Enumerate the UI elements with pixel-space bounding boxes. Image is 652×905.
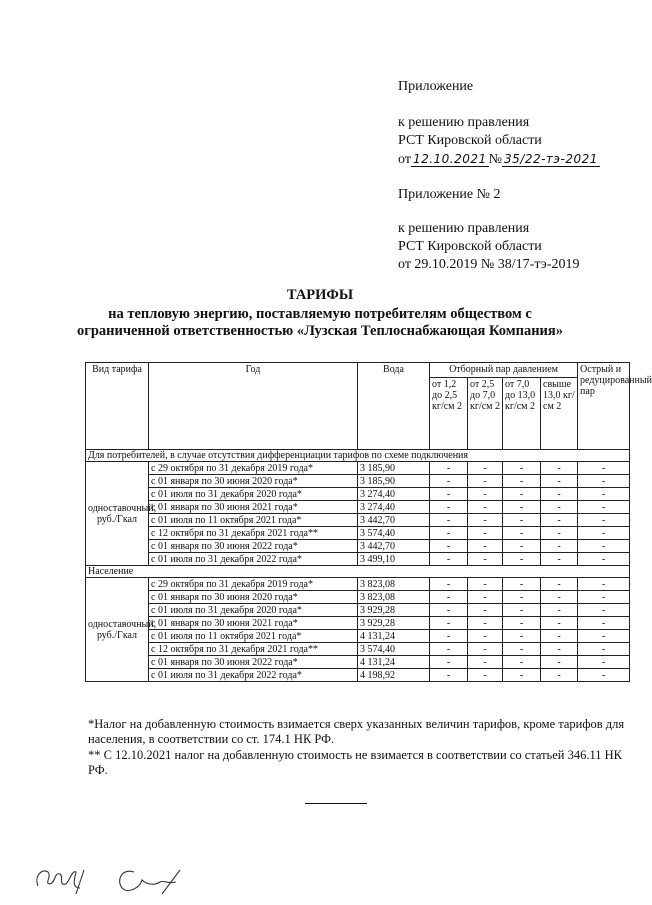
tariff-type-cell: одноставочный, руб./Гкал <box>86 462 149 566</box>
value-cell: - <box>468 578 503 591</box>
tariff-type-cell: одноставочный, руб./Гкал <box>86 578 149 682</box>
period-cell: с 12 октября по 31 декабря 2021 года** <box>149 527 358 540</box>
value-cell: - <box>541 578 578 591</box>
period-cell: с 01 июля по 31 декабря 2022 года* <box>149 669 358 682</box>
value-cell: - <box>430 501 468 514</box>
header-steam: Отборный пар давлением <box>430 363 578 378</box>
value-cell: - <box>578 527 630 540</box>
value-cell: - <box>541 553 578 566</box>
signatures <box>30 858 230 898</box>
value-cell: - <box>578 591 630 604</box>
value-cell: - <box>503 527 541 540</box>
value-cell: - <box>430 604 468 617</box>
water-cell: 3 185,90 <box>358 475 430 488</box>
value-cell: - <box>541 488 578 501</box>
value-cell: - <box>503 617 541 630</box>
decision-number-handwritten: 35/22-тэ-2021 <box>504 152 598 166</box>
period-cell: с 01 июля по 31 декабря 2022 года* <box>149 553 358 566</box>
value-cell: - <box>541 475 578 488</box>
decision2-line-1: к решению правления <box>398 221 530 236</box>
water-cell: 3 499,10 <box>358 553 430 566</box>
decision-from: от <box>398 152 411 167</box>
value-cell: - <box>468 527 503 540</box>
value-cell: - <box>541 591 578 604</box>
header-pressure-1: от 1,2 до 2,5 кг/см 2 <box>430 378 468 450</box>
value-cell: - <box>578 669 630 682</box>
table-row <box>86 656 630 669</box>
value-cell: - <box>541 527 578 540</box>
value-cell: - <box>503 462 541 475</box>
value-cell: - <box>578 501 630 514</box>
value-cell: - <box>578 617 630 630</box>
value-cell: - <box>541 656 578 669</box>
table-row <box>86 669 630 682</box>
value-cell: - <box>430 591 468 604</box>
water-cell: 4 198,92 <box>358 669 430 682</box>
value-cell: - <box>468 669 503 682</box>
decision-number-sign: № <box>488 152 503 167</box>
period-cell: с 01 января по 30 июня 2022 года* <box>149 540 358 553</box>
period-cell: с 12 октября по 31 декабря 2021 года** <box>149 643 358 656</box>
value-cell: - <box>541 540 578 553</box>
table-row <box>86 462 630 475</box>
water-cell: 4 131,24 <box>358 656 430 669</box>
decision-date-line <box>398 150 600 169</box>
value-cell: - <box>468 501 503 514</box>
section-title: Население <box>86 566 630 578</box>
table-row <box>86 578 630 591</box>
value-cell: - <box>503 501 541 514</box>
value-cell: - <box>430 643 468 656</box>
value-cell: - <box>430 462 468 475</box>
value-cell: - <box>503 643 541 656</box>
value-cell: - <box>578 488 630 501</box>
header-pressure-2: от 2,5 до 7,0 кг/см 2 <box>468 378 503 450</box>
value-cell: - <box>578 656 630 669</box>
period-cell: с 01 января по 30 июня 2021 года* <box>149 501 358 514</box>
value-cell: - <box>503 591 541 604</box>
water-cell: 3 823,08 <box>358 591 430 604</box>
value-cell: - <box>430 669 468 682</box>
value-cell: - <box>578 514 630 527</box>
period-cell: с 29 октября по 31 декабря 2019 года* <box>149 462 358 475</box>
signature-2 <box>120 870 180 894</box>
water-cell: 3 823,08 <box>358 578 430 591</box>
value-cell: - <box>541 617 578 630</box>
water-cell: 4 131,24 <box>358 630 430 643</box>
water-cell: 3 185,90 <box>358 462 430 475</box>
header-pressure-3: от 7,0 до 13,0 кг/см 2 <box>503 378 541 450</box>
document-title: ТАРИФЫ <box>286 287 354 303</box>
table-row <box>86 643 630 656</box>
title-line-2: на тепловую энергию, поставляемую потребителям обществом с <box>108 306 532 322</box>
decision-line-1: к решению правления <box>398 115 530 130</box>
header-water: Вода <box>358 363 430 450</box>
value-cell: - <box>430 578 468 591</box>
period-cell: с 01 января по 30 июня 2021 года* <box>149 617 358 630</box>
water-cell: 3 442,70 <box>358 540 430 553</box>
value-cell: - <box>503 656 541 669</box>
value-cell: - <box>430 553 468 566</box>
footnote-vat: *Налог на добавленную стоимость взимается сверх указанных величин тарифов, кроме тарифов для населения, в соответствии со ст. 174.1 НК РФ. <box>88 717 625 746</box>
table-row <box>86 514 630 527</box>
value-cell: - <box>430 475 468 488</box>
value-cell: - <box>503 475 541 488</box>
value-cell: - <box>503 540 541 553</box>
period-cell: с 01 января по 30 июня 2020 года* <box>149 475 358 488</box>
value-cell: - <box>503 553 541 566</box>
table-row <box>86 604 630 617</box>
period-cell: с 01 июля по 11 октября 2021 года* <box>149 514 358 527</box>
section-title: Для потребителей, в случае отсутствия дифференциации тарифов по схеме подключения <box>86 450 630 462</box>
period-cell: с 01 июля по 31 декабря 2020 года* <box>149 604 358 617</box>
value-cell: - <box>468 540 503 553</box>
value-cell: - <box>578 475 630 488</box>
value-cell: - <box>468 617 503 630</box>
appendix-2-label: Приложение № 2 <box>398 187 501 202</box>
value-cell: - <box>503 488 541 501</box>
header-pressure-4: свыше 13,0 кг/см 2 <box>541 378 578 450</box>
table-row <box>86 475 630 488</box>
closing-rule <box>305 803 367 804</box>
table-row <box>86 591 630 604</box>
water-cell: 3 274,40 <box>358 501 430 514</box>
value-cell: - <box>578 553 630 566</box>
value-cell: - <box>578 462 630 475</box>
water-cell: 3 929,28 <box>358 617 430 630</box>
value-cell: - <box>468 553 503 566</box>
table-row <box>86 501 630 514</box>
value-cell: - <box>541 462 578 475</box>
signature-1 <box>37 870 84 894</box>
value-cell: - <box>541 669 578 682</box>
value-cell: - <box>468 591 503 604</box>
value-cell: - <box>578 604 630 617</box>
period-cell: с 01 июля по 31 декабря 2020 года* <box>149 488 358 501</box>
value-cell: - <box>578 578 630 591</box>
value-cell: - <box>541 604 578 617</box>
value-cell: - <box>503 514 541 527</box>
value-cell: - <box>430 656 468 669</box>
water-cell: 3 274,40 <box>358 488 430 501</box>
period-cell: с 01 января по 30 июня 2020 года* <box>149 591 358 604</box>
table-row <box>86 488 630 501</box>
value-cell: - <box>503 604 541 617</box>
tariff-table <box>85 362 652 682</box>
value-cell: - <box>578 643 630 656</box>
table-row <box>86 617 630 630</box>
value-cell: - <box>468 462 503 475</box>
footnote-vat-exempt: ** С 12.10.2021 налог на добавленную стоимость не взимается в соответствии со статьей 346.11 НК РФ. <box>88 748 623 777</box>
value-cell: - <box>541 501 578 514</box>
period-cell: с 01 января по 30 июня 2022 года* <box>149 656 358 669</box>
decision-line-2: РСТ Кировской области <box>398 133 542 148</box>
water-cell: 3 574,40 <box>358 527 430 540</box>
header-year: Год <box>149 363 358 450</box>
decision-date-handwritten: 12.10.2021 <box>412 152 487 166</box>
value-cell: - <box>503 630 541 643</box>
value-cell: - <box>468 643 503 656</box>
value-cell: - <box>578 540 630 553</box>
period-cell: с 29 октября по 31 декабря 2019 года* <box>149 578 358 591</box>
table-row <box>86 527 630 540</box>
value-cell: - <box>468 475 503 488</box>
value-cell: - <box>468 514 503 527</box>
value-cell: - <box>503 578 541 591</box>
decision2-line-3: от 29.10.2019 № 38/17-тэ-2019 <box>398 257 580 272</box>
value-cell: - <box>503 669 541 682</box>
value-cell: - <box>468 604 503 617</box>
table-row <box>86 553 630 566</box>
water-cell: 3 929,28 <box>358 604 430 617</box>
water-cell: 3 574,40 <box>358 643 430 656</box>
value-cell: - <box>578 630 630 643</box>
value-cell: - <box>430 540 468 553</box>
value-cell: - <box>430 527 468 540</box>
appendix-label: Приложение <box>398 79 474 94</box>
value-cell: - <box>541 643 578 656</box>
value-cell: - <box>430 488 468 501</box>
decision2-line-2: РСТ Кировской области <box>398 239 542 254</box>
value-cell: - <box>468 656 503 669</box>
title-line-3: ограниченной ответственностью «Лузская Теплоснабжающая Компания» <box>76 323 563 339</box>
value-cell: - <box>541 514 578 527</box>
period-cell: с 01 июля по 11 октября 2021 года* <box>149 630 358 643</box>
value-cell: - <box>468 488 503 501</box>
table-row <box>86 630 630 643</box>
table-row <box>86 540 630 553</box>
header-tariff-type: Вид тарифа <box>86 363 149 450</box>
value-cell: - <box>468 630 503 643</box>
water-cell: 3 442,70 <box>358 514 430 527</box>
value-cell: - <box>430 630 468 643</box>
header-sharp-steam: Острый и редуцированный пар <box>578 363 630 450</box>
value-cell: - <box>430 617 468 630</box>
value-cell: - <box>541 630 578 643</box>
value-cell: - <box>430 514 468 527</box>
